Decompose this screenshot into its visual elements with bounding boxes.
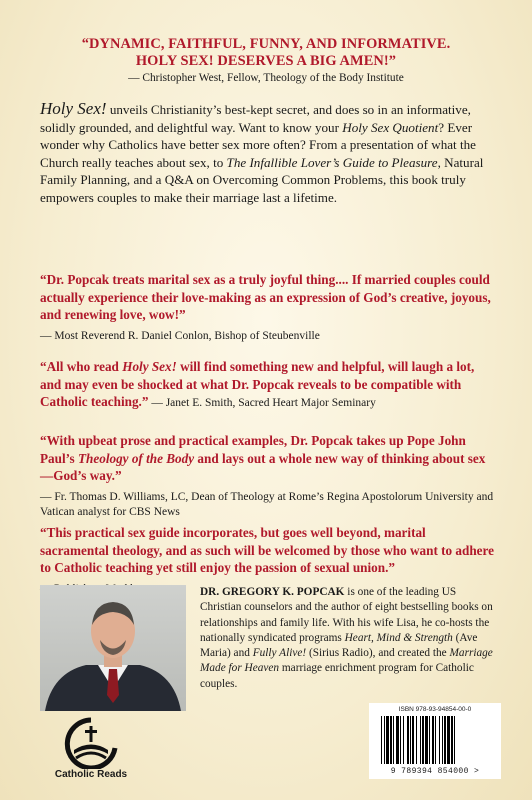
endorsement-text: “This practical sex guide incorporates, but goes well beyond, marital sacramental theology, and as such will be welcomed by those who want to adhere to Catholic teaching yet still enjoy the passion of sexual union.” (40, 525, 494, 576)
author-portrait-icon (40, 585, 186, 711)
author-photo (40, 585, 186, 711)
bio-part4: marriage enrichment program for Catholic couples. (200, 662, 474, 690)
barcode-digits: 9 789394 854000 > (390, 767, 480, 776)
blurb-part1: unveils Christianity’s best-kept secret, and does so in an informative, solidly grounded, and delightful way. Want to know your (40, 102, 471, 135)
bio-show1: Heart, Mind & Strength (344, 631, 453, 644)
isbn-text: ISBN 978-93-94854-00-0 (398, 706, 472, 713)
top-quote-line1: “DYNAMIC, FAITHFUL, FUNNY, AND INFORMATIVE. (81, 36, 451, 52)
endorsement-3 (40, 432, 496, 520)
endorsement-text: “Dr. Popcak treats marital sex as a truly joyful thing.... If married couples could actually experience their love-making as an expression of God’s creative, joyous, and renewing love, wow!” (40, 272, 491, 323)
endorsement-attribution: — Janet E. Smith, Sacred Heart Major Seminary (148, 397, 376, 410)
endorsement-title: Holy Sex! (122, 359, 177, 374)
endorsement-attribution: — Fr. Thomas D. Williams, LC, Dean of Theology at Rome’s Regina Apostolorum University and Vatican analyst for CBS News (40, 490, 494, 518)
catholic-reads-logo-icon (46, 714, 136, 769)
bio-part1: is one of the leading US Christian counselors and the author of eight bestselling books on relationships and family life. With his wife Lisa, he co-hosts the nationally syndicated programs (200, 586, 493, 644)
bio-part3: (Sirius Radio), and created the (306, 647, 450, 660)
blurb-quotient: Holy Sex Quotient (342, 119, 439, 135)
top-quote-line2: HOLY SEX! DESERVES A BIG AMEN!” (135, 53, 397, 69)
author-name: DR. GREGORY K. POPCAK (200, 586, 345, 598)
barcode-bars-icon (379, 716, 491, 764)
endorsement-text-a: “With upbeat prose and practical examples, Dr. Popcak takes up Pope John Paul’s (40, 433, 466, 466)
book-description (40, 100, 496, 207)
blurb-part2: ? Ever wonder why Catholics have better sex more often? From a presentation of what the Church really teaches about sex, to (40, 119, 476, 170)
author-bio (200, 585, 500, 692)
blurb-part3: , Natural Family Planning, and a Q&A on Overcoming Common Problems, this book truly empowers couples to make their marriage last a lifetime. (40, 154, 484, 205)
endorsement-text (40, 432, 496, 485)
blurb-guide: The Infallible Lover’s Guide to Pleasure (226, 154, 438, 170)
endorsement-text-c: and lays out a whole new way of thinking about sex—God’s way.” (40, 450, 486, 484)
bio-program: Marriage Made for Heaven (200, 647, 493, 675)
endorsement-1 (40, 271, 496, 344)
endorsement-text (40, 358, 496, 413)
isbn-barcode (369, 703, 501, 779)
top-quote-attribution: — Christopher West, Fellow, Theology of the Body Institute (128, 72, 404, 84)
endorsement-2 (40, 358, 496, 413)
endorsement-attribution: — Most Reverend R. Daniel Conlon, Bishop of Steubenville (40, 329, 320, 342)
bio-show2: Fully Alive! (252, 647, 307, 660)
book-title-inline: Holy Sex! (40, 99, 107, 118)
bio-part2: (Ave Maria) and (200, 631, 478, 660)
endorsement-text-a: “All who read (40, 359, 123, 374)
top-endorsement (40, 36, 492, 86)
publisher-logo (46, 714, 136, 784)
publisher-name: Catholic Reads (54, 769, 128, 780)
endorsement-text-c: will find something new and helpful, will laugh a lot, and may even be shocked at what Dr. Popcak reveals to be compatible with Catholic teaching.” (40, 359, 475, 410)
endorsement-title: Theology of the Body (77, 450, 195, 466)
